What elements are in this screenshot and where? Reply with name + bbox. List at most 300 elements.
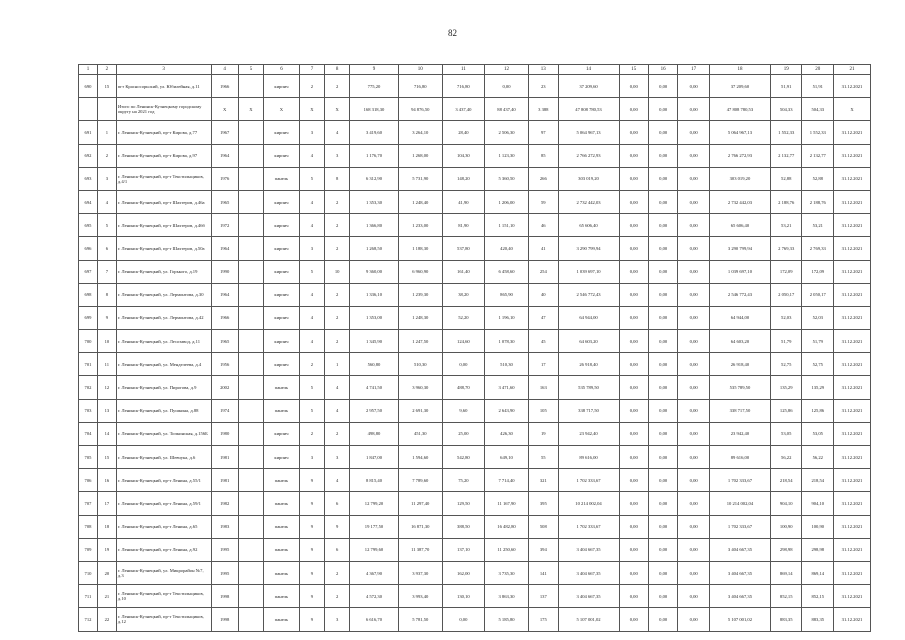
- table-cell: 2 188,76: [770, 190, 802, 213]
- table-cell: 708: [79, 515, 98, 538]
- table-row: [79, 167, 871, 190]
- table-cell: 31.12.2021: [834, 190, 871, 213]
- table-cell: панель: [264, 492, 300, 515]
- table-cell: 2 050,17: [802, 283, 834, 306]
- table-cell: 0,00: [619, 422, 648, 445]
- table-cell: 0,00: [678, 306, 710, 329]
- address-cell: г. Ленинск-Кузнецкий, ул. Лермонтова, д.42: [116, 306, 211, 329]
- table-cell: 705: [79, 446, 98, 469]
- table-cell: 560,80: [350, 353, 398, 376]
- table-cell: 716,80: [442, 75, 484, 98]
- table-cell: кирпич: [264, 260, 300, 283]
- table-cell: [238, 399, 263, 422]
- table-cell: 0,00: [619, 561, 648, 584]
- table-cell: 9: [299, 515, 324, 538]
- table-cell: 16 482,80: [484, 515, 528, 538]
- column-number-3: 3: [116, 65, 211, 75]
- table-cell: 0,00: [678, 469, 710, 492]
- address-cell: г. Ленинск-Кузнецкий, пр-т Текстильщиков, д.12: [116, 608, 211, 631]
- table-cell: [238, 144, 263, 167]
- table-cell: 1 345,90: [350, 330, 398, 353]
- table-cell: 2: [299, 353, 324, 376]
- column-number-16: 16: [648, 65, 677, 75]
- table-cell: 3 735,30: [484, 561, 528, 584]
- table-cell: 1: [325, 353, 350, 376]
- table-cell: 2: [325, 330, 350, 353]
- table-cell: 0,00: [648, 167, 677, 190]
- table-cell: 2 643,90: [484, 399, 528, 422]
- table-row: [79, 306, 871, 329]
- table-cell: 5: [97, 214, 116, 237]
- table-cell: 0,00: [648, 561, 677, 584]
- table-cell: 388,50: [442, 515, 484, 538]
- table-cell: 65 606,40: [558, 214, 619, 237]
- table-cell: 0,00: [678, 585, 710, 608]
- table-cell: 41: [529, 237, 558, 260]
- table-cell: 105: [529, 399, 558, 422]
- table-cell: 0,00: [619, 121, 648, 144]
- table-cell: 148,20: [442, 167, 484, 190]
- table-cell: 1 594,60: [398, 446, 442, 469]
- table-cell: 3 404 667,35: [558, 538, 619, 561]
- address-cell: г. Ленинск-Кузнецкий, ул. Пушкина, д.88: [116, 399, 211, 422]
- table-cell: 124,60: [442, 330, 484, 353]
- address-cell: г. Ленинск-Кузнецкий, пр-т Шахтеров, д.46а: [116, 190, 211, 213]
- table-cell: 7 789,60: [398, 469, 442, 492]
- table-row: [79, 214, 871, 237]
- address-cell: г. Ленинск-Кузнецкий, ул. Пирогова, д.9: [116, 376, 211, 399]
- table-cell: 172,09: [802, 260, 834, 283]
- table-cell: кирпич: [264, 144, 300, 167]
- table-cell: [238, 121, 263, 144]
- table-cell: 21: [97, 585, 116, 608]
- table-cell: 19: [529, 422, 558, 445]
- column-number-17: 17: [678, 65, 710, 75]
- table-cell: 2002: [211, 376, 238, 399]
- column-number-14: 14: [558, 65, 619, 75]
- table-cell: 0,00: [619, 260, 648, 283]
- table-cell: 12: [97, 376, 116, 399]
- table-cell: 298,98: [802, 538, 834, 561]
- table-cell: 0,00: [648, 121, 677, 144]
- column-number-21: 21: [834, 65, 871, 75]
- table-row: [79, 376, 871, 399]
- table-cell: 9: [299, 492, 324, 515]
- table-cell: 31.12.2021: [834, 260, 871, 283]
- table-cell: 4: [325, 121, 350, 144]
- table-cell: 11: [97, 353, 116, 376]
- table-cell: [97, 98, 116, 121]
- table-cell: 31.12.2021: [834, 121, 871, 144]
- table-cell: 2: [325, 75, 350, 98]
- table-cell: 0,00: [619, 492, 648, 515]
- table-cell: 0,00: [619, 330, 648, 353]
- address-cell: г. Ленинск-Кузнецкий, ул. Топкинская, д.156Б: [116, 422, 211, 445]
- table-cell: 1966: [211, 306, 238, 329]
- table-cell: 0,00: [678, 75, 710, 98]
- table-cell: кирпич: [264, 75, 300, 98]
- table-cell: 2 188,76: [802, 190, 834, 213]
- table-cell: 0,00: [619, 167, 648, 190]
- table-cell: 3 993,40: [398, 585, 442, 608]
- page-number: 82: [448, 28, 457, 38]
- table-cell: [238, 608, 263, 631]
- table-cell: 1 248,40: [398, 190, 442, 213]
- table-row: [79, 399, 871, 422]
- table-cell: [238, 492, 263, 515]
- table-cell: 1990: [211, 260, 238, 283]
- table-cell: 1 078,30: [484, 330, 528, 353]
- table-cell: 0,00: [619, 237, 648, 260]
- table-cell: 0,00: [678, 237, 710, 260]
- table-cell: 504,33: [770, 98, 802, 121]
- table-cell: 4: [299, 190, 324, 213]
- table-cell: 51,79: [770, 330, 802, 353]
- table-cell: 0,00: [678, 492, 710, 515]
- table-cell: 0,00: [648, 399, 677, 422]
- table-cell: 3 863,30: [484, 585, 528, 608]
- table-cell: 10 214 002,04: [709, 492, 770, 515]
- table-cell: 40: [529, 283, 558, 306]
- table-cell: 0,00: [678, 538, 710, 561]
- table-cell: 31.12.2021: [834, 538, 871, 561]
- table-cell: 8: [97, 283, 116, 306]
- table-cell: 9: [299, 538, 324, 561]
- table-row: [79, 422, 871, 445]
- table-cell: 0,00: [648, 538, 677, 561]
- table-cell: 1: [97, 121, 116, 144]
- table-cell: [238, 446, 263, 469]
- table-cell: 1 336,10: [350, 283, 398, 306]
- table-cell: 10: [325, 260, 350, 283]
- table-cell: 65 606,40: [709, 214, 770, 237]
- table-row: [79, 190, 871, 213]
- table-cell: 6: [97, 237, 116, 260]
- table-cell: 2 766 272,93: [709, 144, 770, 167]
- table-cell: 31.12.2021: [834, 283, 871, 306]
- table-cell: 0,00: [678, 376, 710, 399]
- table-cell: 9: [299, 608, 324, 631]
- table-cell: 3 290 799,94: [709, 237, 770, 260]
- table-cell: 2: [325, 422, 350, 445]
- table-cell: 31.12.2021: [834, 237, 871, 260]
- table-cell: 1 206,00: [484, 190, 528, 213]
- table-cell: 394: [529, 538, 558, 561]
- column-number-7: 7: [299, 65, 324, 75]
- table-cell: 0,00: [619, 608, 648, 631]
- column-number-6: 6: [264, 65, 300, 75]
- table-cell: 1 233,00: [398, 214, 442, 237]
- table-cell: 710: [79, 561, 98, 584]
- table-cell: 175: [529, 608, 558, 631]
- address-cell: г. Ленинск-Кузнецкий, пр-т Ленина, д.65: [116, 515, 211, 538]
- table-cell: 75,20: [442, 469, 484, 492]
- table-cell: 1995: [211, 538, 238, 561]
- table-cell: 31.12.2021: [834, 353, 871, 376]
- table-cell: 161,40: [442, 260, 484, 283]
- table-cell: 4: [97, 190, 116, 213]
- address-cell: Итого по Ленинск-Кузнецкому городскому округу на 2021 год: [116, 98, 211, 121]
- table-cell: [238, 167, 263, 190]
- table-cell: 1 268,00: [398, 144, 442, 167]
- table-cell: 0,00: [619, 306, 648, 329]
- address-cell: г. Ленинск-Кузнецкий, пр-т Кирова, д.97: [116, 144, 211, 167]
- table-cell: 9: [299, 561, 324, 584]
- table-cell: 11 297,40: [398, 492, 442, 515]
- table-cell: 5: [299, 376, 324, 399]
- table-cell: 1 123,30: [484, 144, 528, 167]
- table-cell: 692: [79, 144, 98, 167]
- table-cell: 1 353,30: [350, 190, 398, 213]
- table-cell: 690: [79, 75, 98, 98]
- table-cell: 8 815,40: [350, 469, 398, 492]
- table-row: [79, 237, 871, 260]
- table-cell: 9: [299, 585, 324, 608]
- table-cell: 31.12.2021: [834, 515, 871, 538]
- column-number-2: 2: [97, 65, 116, 75]
- table-row: [79, 515, 871, 538]
- table-cell: панель: [264, 538, 300, 561]
- column-number-15: 15: [619, 65, 648, 75]
- table-cell: 395: [529, 492, 558, 515]
- table-cell: 31.12.2021: [834, 306, 871, 329]
- table-cell: 64 603,20: [709, 330, 770, 353]
- table-cell: 218,54: [770, 469, 802, 492]
- table-cell: [238, 190, 263, 213]
- address-cell: г. Ленинск-Кузнецкий, ул. Горького, д.19: [116, 260, 211, 283]
- table-cell: 1964: [211, 144, 238, 167]
- table-row: [79, 585, 871, 608]
- table-cell: 0,00: [484, 75, 528, 98]
- column-number-1: 1: [79, 65, 98, 75]
- table-cell: 852,15: [770, 585, 802, 608]
- column-number-19: 19: [770, 65, 802, 75]
- table-cell: 0,00: [648, 144, 677, 167]
- table-cell: 0,00: [619, 75, 648, 98]
- table-cell: 0,00: [678, 422, 710, 445]
- table-cell: 1 702 333,67: [709, 515, 770, 538]
- table-cell: X: [211, 98, 238, 121]
- table-cell: 163: [529, 376, 558, 399]
- table-cell: 1 702 333,67: [558, 515, 619, 538]
- table-cell: 702: [79, 376, 98, 399]
- table-cell: 15: [97, 446, 116, 469]
- table-cell: 47 808 780,53: [709, 98, 770, 121]
- table-row: [79, 144, 871, 167]
- table-cell: 1 176,70: [350, 144, 398, 167]
- table-cell: кирпич: [264, 190, 300, 213]
- table-row: [79, 283, 871, 306]
- table-cell: 81,90: [442, 214, 484, 237]
- table-cell: 4 572,30: [350, 585, 398, 608]
- table-cell: 3 404 667,35: [558, 561, 619, 584]
- table-cell: 537,80: [442, 237, 484, 260]
- table-cell: 19 177,50: [350, 515, 398, 538]
- table-row: [79, 492, 871, 515]
- table-cell: кирпич: [264, 214, 300, 237]
- table-cell: 0,00: [648, 376, 677, 399]
- table-cell: 2 732 442,03: [558, 190, 619, 213]
- table-cell: 31.12.2021: [834, 422, 871, 445]
- table-cell: 16: [97, 469, 116, 492]
- table-cell: 12 799,20: [350, 492, 398, 515]
- table-cell: 3 404 667,35: [709, 585, 770, 608]
- column-number-9: 9: [350, 65, 398, 75]
- table-cell: 869,14: [770, 561, 802, 584]
- table-cell: 5 185,80: [484, 608, 528, 631]
- table-cell: 2 546 772,43: [709, 283, 770, 306]
- table-cell: 508: [529, 515, 558, 538]
- address-cell: г. Ленинск-Кузнецкий, пр-т Ленина, д.59/1: [116, 492, 211, 515]
- table-cell: 6 312,90: [350, 167, 398, 190]
- table-cell: 52,88: [770, 167, 802, 190]
- table-cell: 2 132,77: [802, 144, 834, 167]
- table-cell: 4: [299, 214, 324, 237]
- table-cell: 7 714,40: [484, 469, 528, 492]
- table-cell: 4: [325, 399, 350, 422]
- table-cell: 303 019,20: [558, 167, 619, 190]
- table-cell: 2 050,17: [770, 283, 802, 306]
- column-number-5: 5: [238, 65, 263, 75]
- table-cell: кирпич: [264, 446, 300, 469]
- table-cell: X: [325, 98, 350, 121]
- table-row: [79, 98, 871, 121]
- table-cell: 1995: [211, 561, 238, 584]
- table-cell: 0,00: [619, 538, 648, 561]
- table-cell: 47 808 780,53: [558, 98, 619, 121]
- table-cell: 0,00: [648, 469, 677, 492]
- table-cell: 0,00: [619, 144, 648, 167]
- table-cell: 162,00: [442, 561, 484, 584]
- table-cell: 426,30: [484, 422, 528, 445]
- table-cell: 883,35: [802, 608, 834, 631]
- table-cell: 1983: [211, 515, 238, 538]
- table-cell: [238, 561, 263, 584]
- table-cell: 6: [325, 538, 350, 561]
- table-cell: 53,05: [802, 422, 834, 445]
- table-cell: кирпич: [264, 306, 300, 329]
- table-cell: 53,05: [770, 422, 802, 445]
- table-cell: 510,30: [484, 353, 528, 376]
- table-cell: 865,90: [484, 283, 528, 306]
- table-cell: 23 942,40: [558, 422, 619, 445]
- table-cell: 0,00: [678, 260, 710, 283]
- table-cell: 5 064 967,13: [709, 121, 770, 144]
- table-cell: 135,29: [802, 376, 834, 399]
- table-cell: 697: [79, 260, 98, 283]
- table-cell: 1965: [211, 190, 238, 213]
- table-cell: 3 937,30: [398, 561, 442, 584]
- table-cell: [238, 515, 263, 538]
- table-cell: 6 616,70: [350, 608, 398, 631]
- table-cell: X: [264, 98, 300, 121]
- table-cell: 0,00: [678, 446, 710, 469]
- table-cell: 0,00: [648, 492, 677, 515]
- table-cell: 3: [299, 121, 324, 144]
- table-body: [79, 65, 871, 632]
- table-cell: 0,00: [619, 214, 648, 237]
- table-cell: 0,00: [678, 98, 710, 121]
- table-cell: 1 366,80: [350, 214, 398, 237]
- table-cell: 0,00: [678, 330, 710, 353]
- table-cell: 1981: [211, 469, 238, 492]
- table-row: [79, 330, 871, 353]
- table-cell: 0,00: [648, 515, 677, 538]
- table-cell: 1 702 333,67: [558, 469, 619, 492]
- table-cell: 2: [325, 214, 350, 237]
- address-cell: г. Ленинск-Кузнецкий, ул. Шевчука, д.6: [116, 446, 211, 469]
- table-cell: 303 019,20: [709, 167, 770, 190]
- table-cell: 694: [79, 190, 98, 213]
- table-cell: 0,00: [678, 214, 710, 237]
- table-cell: 2: [325, 585, 350, 608]
- table-cell: 55: [529, 446, 558, 469]
- table-cell: 18: [97, 515, 116, 538]
- table-cell: 52,75: [770, 353, 802, 376]
- table-cell: 2 769,33: [770, 237, 802, 260]
- table-cell: 5 781,50: [398, 608, 442, 631]
- housing-repair-table: [78, 64, 871, 632]
- table-cell: 52,88: [802, 167, 834, 190]
- table-cell: 15: [97, 75, 116, 98]
- table-cell: 6 960,90: [398, 260, 442, 283]
- table-cell: 23: [529, 75, 558, 98]
- table-cell: 56,22: [802, 446, 834, 469]
- table-cell: 0,00: [678, 144, 710, 167]
- table-cell: 1 196,10: [484, 306, 528, 329]
- column-number-13: 13: [529, 65, 558, 75]
- table-cell: 16 871,30: [398, 515, 442, 538]
- table-cell: 3 264,10: [398, 121, 442, 144]
- table-cell: 266: [529, 167, 558, 190]
- table-cell: 64 944,00: [558, 306, 619, 329]
- table-cell: 6 458,60: [484, 260, 528, 283]
- column-number-8: 8: [325, 65, 350, 75]
- table-cell: 0,00: [648, 585, 677, 608]
- table-cell: 695: [79, 214, 98, 237]
- table-cell: 0,00: [648, 98, 677, 121]
- table-cell: 3 419,60: [350, 121, 398, 144]
- table-cell: 14: [97, 422, 116, 445]
- table-cell: 5 064 967,13: [558, 121, 619, 144]
- table-cell: 88 437,40: [484, 98, 528, 121]
- table-cell: 37 209,60: [558, 75, 619, 98]
- table-cell: 254: [529, 260, 558, 283]
- table-cell: 141: [529, 561, 558, 584]
- table-cell: 125,86: [770, 399, 802, 422]
- table-cell: 0,00: [619, 353, 648, 376]
- table-cell: 1964: [211, 237, 238, 260]
- table-cell: 703: [79, 399, 98, 422]
- table-cell: 8: [325, 167, 350, 190]
- table-cell: 0,00: [678, 190, 710, 213]
- table-cell: 510,30: [398, 353, 442, 376]
- table-cell: панель: [264, 469, 300, 492]
- table-cell: 852,15: [802, 585, 834, 608]
- address-cell: г. Ленинск-Кузнецкий, ул. Менделеева, д.4: [116, 353, 211, 376]
- table-cell: 53,21: [802, 214, 834, 237]
- table-cell: 3 404 667,35: [709, 561, 770, 584]
- table-row: [79, 260, 871, 283]
- table-cell: 3: [325, 608, 350, 631]
- table-cell: 31.12.2021: [834, 330, 871, 353]
- table-cell: 1 039 697,10: [709, 260, 770, 283]
- table-cell: 535 789,50: [558, 376, 619, 399]
- table-cell: 10: [97, 330, 116, 353]
- table-cell: 17: [529, 353, 558, 376]
- table-cell: 2 691,30: [398, 399, 442, 422]
- table-cell: 1 039 697,10: [558, 260, 619, 283]
